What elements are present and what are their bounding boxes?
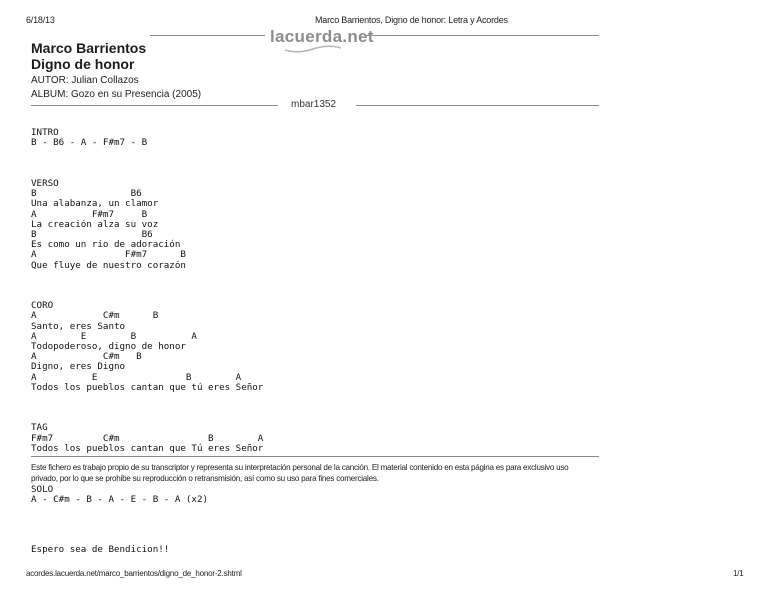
artist-name[interactable]: Marco Barrientos (31, 40, 147, 56)
section-coro (31, 301, 263, 393)
closing-message: Espero sea de Bendicion!! (31, 544, 170, 556)
top-rule-left (150, 35, 265, 36)
lyric-line: Es como un rio de adoración (31, 239, 181, 251)
chord-line: A C#m B (31, 351, 142, 363)
logo-swoosh-icon (283, 44, 343, 54)
chord-line: A - C#m - B - A - E - B - A (x2) (31, 493, 209, 505)
lyric-line: Santo, eres Santo (31, 320, 126, 332)
chord-line: B B6 (31, 188, 142, 200)
album-line: ALBUM: Gozo en su Presencia (2005) (31, 89, 202, 100)
section-label: INTRO (31, 127, 59, 139)
chord-line: A C#m B (31, 310, 159, 322)
chord-line: A E B A (31, 371, 242, 383)
section-solo (31, 485, 263, 505)
song-title: Digno de honor (31, 56, 135, 72)
section-tag (31, 423, 263, 454)
section-intro (31, 128, 263, 148)
chord-line: A F#m7 B (31, 249, 186, 261)
print-page-title: Marco Barrientos, Digno de honor: Letra y Acordes (315, 15, 508, 25)
contributor-rule-left (31, 105, 278, 106)
lyric-line: Una alabanza, un clamor (31, 198, 159, 210)
section-label: TAG (31, 422, 48, 434)
section-label: CORO (31, 300, 54, 312)
section-verso (31, 179, 263, 271)
print-page-number: 1/1 (733, 569, 744, 578)
contributor-rule-right (356, 105, 599, 106)
disclaimer-rule (31, 456, 599, 457)
lyric-line: La creación alza su voz (31, 218, 159, 230)
chord-line: A F#m7 B (31, 208, 148, 220)
print-footer-url: acordes.lacuerda.net/marco_barrientos/digno_de_honor-2.shtml (26, 569, 242, 578)
disclaimer-text: Este fichero es trabajo propio de su transcriptor y representa su interpretación personal de la canción. El material contenido en esta página es para exclusivo uso privado, por lo que se prohibe su reproducción o retransmisión, así como su uso para fines comerciales. (31, 463, 569, 483)
contributor-name[interactable]: mbar1352 (291, 99, 337, 110)
top-rule-right (366, 35, 599, 36)
section-label: SOLO (31, 483, 54, 495)
lyric-line: Digno, eres Digno (31, 361, 126, 373)
logo-text: lacuerda.net (270, 27, 374, 46)
chord-line: F#m7 C#m B A (31, 432, 264, 444)
section-label: VERSO (31, 178, 59, 190)
lyric-line: Todopoderoso, digno de honor (31, 341, 186, 353)
chord-line: B B6 (31, 229, 153, 241)
chord-line: B - B6 - A - F#m7 - B (31, 137, 148, 149)
chord-line: A E B A (31, 330, 197, 342)
lyric-line: Todos los pueblos cantan que tú eres Señor (31, 381, 264, 393)
lyric-line: Todos los pueblos cantan que Tú eres Señor (31, 442, 264, 454)
print-date: 6/18/13 (26, 15, 55, 25)
author-line: AUTOR: Julian Collazos (31, 75, 139, 86)
lyric-line: Que fluye de nuestro corazón (31, 259, 186, 271)
song-body (31, 118, 263, 566)
